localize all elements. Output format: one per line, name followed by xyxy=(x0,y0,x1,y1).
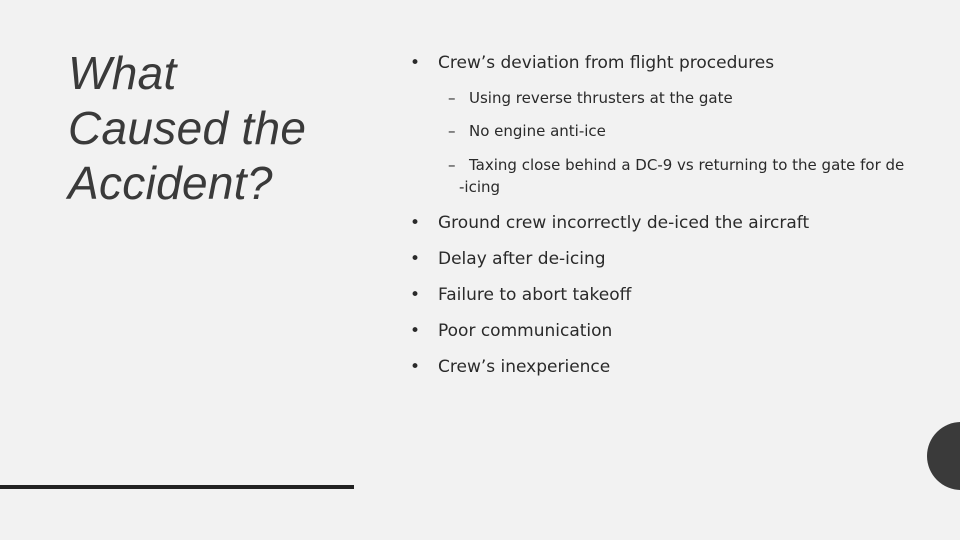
title-underline-rule xyxy=(0,485,354,489)
sub-list-item-text: Using reverse thrusters at the gate xyxy=(469,89,733,107)
sub-list-item-text: No engine anti-ice xyxy=(469,122,606,140)
list-item-text: Failure to abort takeoff xyxy=(438,285,632,305)
bullet-marker: • xyxy=(410,213,421,233)
sub-bullet-marker: – xyxy=(448,156,456,174)
decorative-circle xyxy=(927,422,960,490)
title-line: Accident? xyxy=(68,157,273,209)
slide-title xyxy=(68,46,368,211)
sub-bullet-marker: – xyxy=(448,122,456,140)
bullet-marker: • xyxy=(410,249,421,269)
list-item-text: Crew’s deviation from flight procedures xyxy=(438,53,775,73)
sub-list-item-text xyxy=(459,154,909,198)
list-item-text: Poor communication xyxy=(438,321,613,341)
sub-list-item-line: -icing xyxy=(459,178,501,196)
sub-list-item-line: Taxing close behind a DC-9 vs returning to the gate for de xyxy=(469,156,905,174)
sub-bullet-marker: – xyxy=(448,89,456,107)
title-line: What xyxy=(68,47,177,99)
bullet-marker: • xyxy=(410,285,421,305)
list-item-text: Delay after de-icing xyxy=(438,249,606,269)
bullet-marker: • xyxy=(410,357,421,377)
list-item-text: Crew’s inexperience xyxy=(438,357,611,377)
list-item-text: Ground crew incorrectly de-iced the aircraft xyxy=(438,213,810,233)
bullet-marker: • xyxy=(410,321,421,341)
title-line: Caused the xyxy=(68,102,307,154)
bullet-marker: • xyxy=(410,53,421,73)
